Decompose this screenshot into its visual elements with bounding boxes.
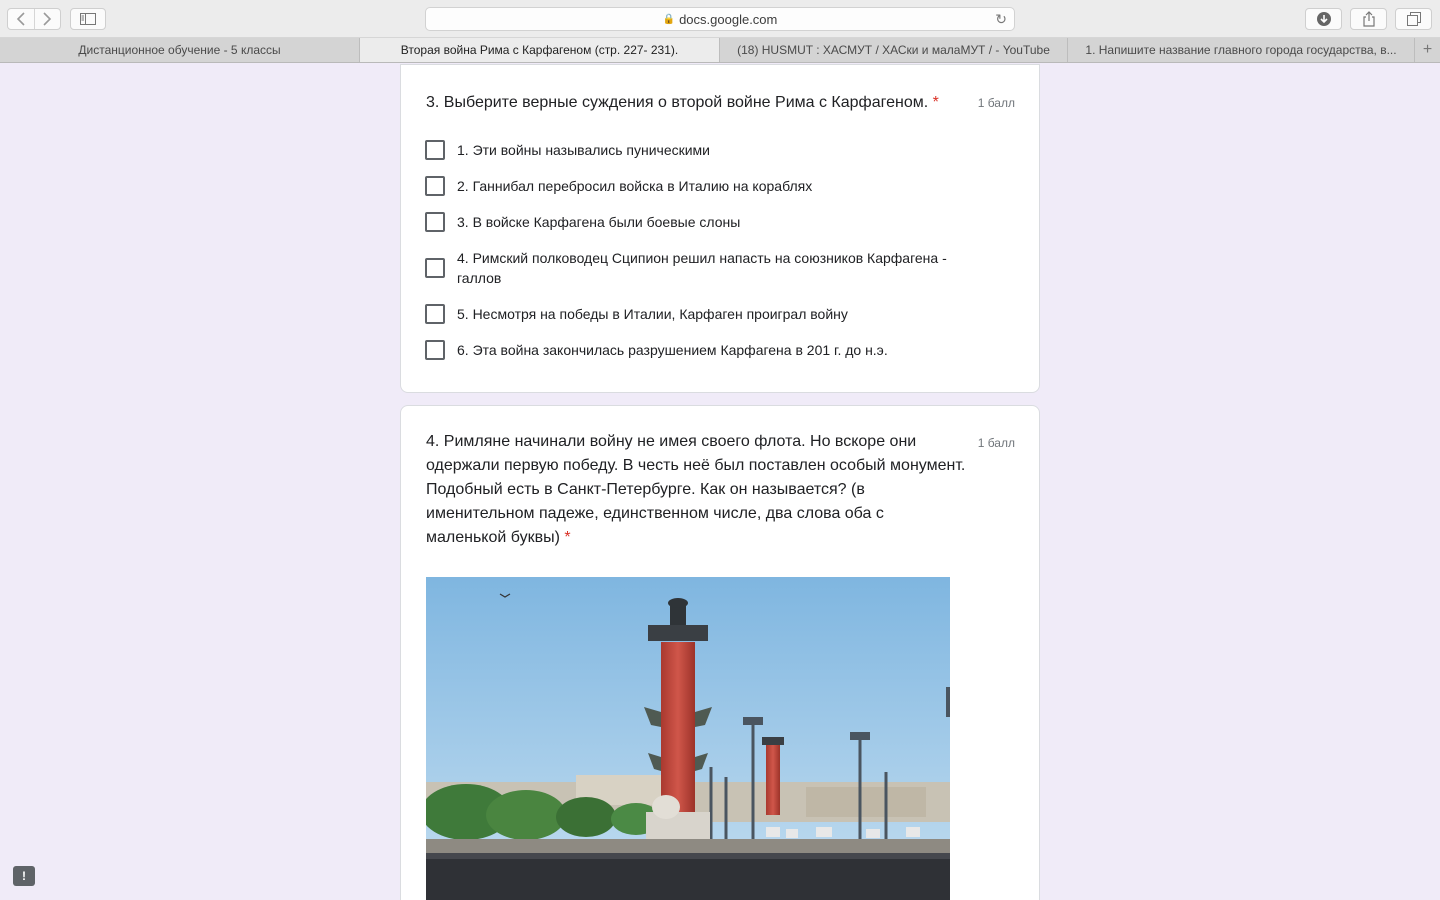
tab-youtube[interactable]: (18) HUSMUT : ХАСМУТ / ХАСки и малаМУТ / - YouTube <box>720 38 1068 62</box>
browser-toolbar <box>0 0 1440 38</box>
downloads-button[interactable] <box>1305 8 1342 30</box>
option-label: 4. Римский полководец Сципион решил напасть на союзников Карфагена - галлов <box>457 250 947 286</box>
checkbox[interactable] <box>425 176 445 196</box>
lock-icon: 🔒 <box>662 13 676 25</box>
address-bar[interactable] <box>425 7 1015 31</box>
option-label: 6. Эта война закончилась разрушением Карфагена в 201 г. до н.э. <box>457 342 888 358</box>
question-4-title: 4. Римляне начинали войну не имея своего флота. Но вскоре они одержали первую победу. В честь неё был поставлен особый монумент. Подобный есть в Санкт-Петербурге. Как он называется? (в именительном падеже, единственном числе, два слова оба с маленькой буквы) * <box>426 433 966 546</box>
checkbox[interactable] <box>425 304 445 324</box>
question-card-4 <box>400 405 1040 900</box>
sidebar-icon <box>80 13 96 25</box>
forward-button[interactable] <box>34 9 60 29</box>
option-label: 3. В войске Карфагена были боевые слоны <box>457 214 741 230</box>
chevron-left-icon <box>16 12 26 26</box>
option-3[interactable] <box>425 212 977 232</box>
checkbox[interactable] <box>425 140 445 160</box>
option-6[interactable] <box>425 340 977 360</box>
new-tab-button[interactable]: + <box>1422 41 1433 58</box>
share-button[interactable] <box>1350 8 1387 30</box>
checkbox[interactable] <box>425 340 445 360</box>
rostral-column-photo <box>426 577 950 900</box>
reload-icon[interactable]: ↻ <box>995 11 1007 27</box>
question-4-points: 1 балл <box>977 436 1015 450</box>
back-button[interactable] <box>8 9 34 29</box>
required-mark: * <box>932 94 939 111</box>
url-text: docs.google.com <box>679 11 778 27</box>
option-4[interactable] <box>425 248 977 288</box>
report-problem-icon[interactable]: ! <box>13 866 35 886</box>
required-mark: * <box>564 529 571 546</box>
tab-capital-question[interactable]: 1. Напишите название главного города государства, в... <box>1068 38 1415 62</box>
sidebar-toggle-button[interactable] <box>70 8 106 30</box>
checkbox[interactable] <box>425 212 445 232</box>
option-1[interactable] <box>425 140 977 160</box>
option-2[interactable] <box>425 176 977 196</box>
tab-bar <box>0 38 1440 63</box>
option-label: 1. Эти войны назывались пуническими <box>457 142 711 158</box>
question-3-points: 1 балл <box>977 96 1015 110</box>
download-icon <box>1316 11 1332 27</box>
share-icon <box>1362 11 1376 27</box>
chevron-right-icon <box>42 12 52 26</box>
navigation-buttons <box>7 8 61 30</box>
show-all-tabs-button[interactable] <box>1395 8 1432 30</box>
option-label: 5. Несмотря на победы в Италии, Карфаген проиграл войну <box>457 306 848 322</box>
tabs-overview-icon <box>1407 12 1421 26</box>
option-label: 2. Ганнибал перебросил войска в Италию на кораблях <box>457 178 813 194</box>
checkbox[interactable] <box>425 258 445 278</box>
question-3-title: 3. Выберите верные суждения о второй войне Рима с Карфагеном. * <box>426 94 939 111</box>
tab-distance-learning[interactable]: Дистанционное обучение - 5 классы <box>0 38 360 62</box>
tab-rome-carthage[interactable]: Вторая война Рима с Карфагеном (стр. 227- 231). <box>360 38 720 62</box>
question-card-3 <box>400 64 1040 393</box>
option-5[interactable] <box>425 304 977 324</box>
